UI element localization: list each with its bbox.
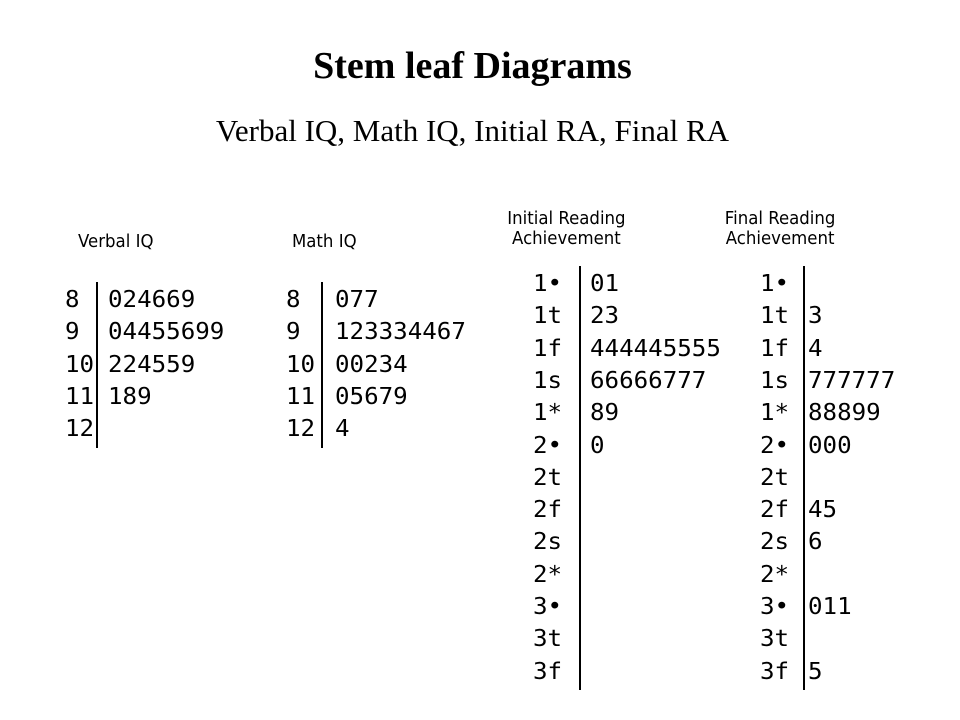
stem-value: 1* (533, 400, 563, 427)
plot-header-line: Achievement (725, 228, 835, 249)
stem-value: 1f (760, 335, 790, 362)
leaf-values: 0 (590, 432, 605, 459)
stem-value: 3• (760, 594, 790, 620)
leaf-values: 89 (590, 400, 620, 427)
page-subtitle: Verbal IQ, Math IQ, Initial RA, Final RA (215, 113, 730, 148)
stem-value: 2s (760, 529, 790, 556)
leaf-values: 024669 (108, 287, 196, 313)
leaf-values: 000 (808, 432, 852, 459)
leaf-values: 66666777 (590, 367, 707, 394)
leaf-values: 45 (808, 497, 838, 524)
page-title: Stem leaf Diagrams (313, 45, 632, 87)
stem-value: 11 (65, 383, 95, 410)
leaf-values: 6 (808, 529, 823, 556)
stem-value: 9 (65, 319, 80, 346)
stem-value: 2• (533, 432, 563, 459)
stem-value: 12 (286, 416, 316, 443)
stem-value: 3t (760, 626, 790, 653)
leaf-values: 077 (335, 287, 379, 313)
leaf-values: 00234 (335, 351, 408, 378)
stem-value: 2• (760, 432, 790, 459)
stem-value: 3f (533, 658, 563, 685)
stem-leaf-divider (579, 266, 581, 690)
leaf-values: 123334467 (335, 319, 466, 346)
leaf-values: 3 (808, 303, 823, 330)
stem-value: 2f (533, 497, 563, 524)
stem-value: 3t (533, 626, 563, 653)
leaf-values: 23 (590, 303, 620, 330)
stem-value: 2* (533, 561, 563, 588)
leaf-values: 5 (808, 658, 823, 685)
stem-value: 10 (286, 351, 316, 378)
leaf-values: 01 (590, 271, 620, 297)
leaf-values: 011 (808, 594, 852, 620)
stem-leaf-divider (803, 266, 805, 690)
leaf-values: 04455699 (108, 319, 225, 346)
stem-value: 2t (760, 464, 790, 491)
stem-value: 2s (533, 529, 563, 556)
stem-value: 1s (760, 367, 790, 394)
stem-value: 10 (65, 351, 95, 378)
leaf-values: 4 (808, 335, 823, 362)
leaf-values: 777777 (808, 367, 896, 394)
leaf-values: 05679 (335, 383, 408, 410)
stem-value: 1• (760, 271, 790, 297)
stem-value: 1• (533, 271, 563, 297)
leaf-values: 189 (108, 383, 152, 410)
leaf-values: 4 (335, 416, 350, 443)
leaf-values: 88899 (808, 400, 881, 427)
stem-value: 3• (533, 594, 563, 620)
leaf-values: 444445555 (590, 335, 721, 362)
stem-value: 1f (533, 335, 563, 362)
stem-value: 9 (286, 319, 301, 346)
stem-value: 3f (760, 658, 790, 685)
plot-header-line: Math IQ (292, 231, 357, 252)
stem-value: 1t (533, 303, 563, 330)
leaf-values: 224559 (108, 351, 196, 378)
plot-header-line: Achievement (512, 228, 621, 249)
plot-header-line: Initial Reading (507, 208, 626, 229)
plot-header-line: Verbal IQ (78, 231, 154, 252)
stem-value: 12 (65, 416, 95, 443)
stem-value: 8 (286, 287, 301, 313)
stem-value: 1s (533, 367, 563, 394)
stem-value: 2* (760, 561, 790, 588)
stem-value: 8 (65, 287, 80, 313)
stem-leaf-divider (96, 282, 98, 448)
stem-value: 1t (760, 303, 790, 330)
stem-value: 1* (760, 400, 790, 427)
stem-leaf-divider (321, 282, 323, 448)
stem-value: 11 (286, 383, 316, 410)
stem-value: 2f (760, 497, 790, 524)
plot-header-line: Final Reading (724, 208, 836, 229)
stem-value: 2t (533, 464, 563, 491)
